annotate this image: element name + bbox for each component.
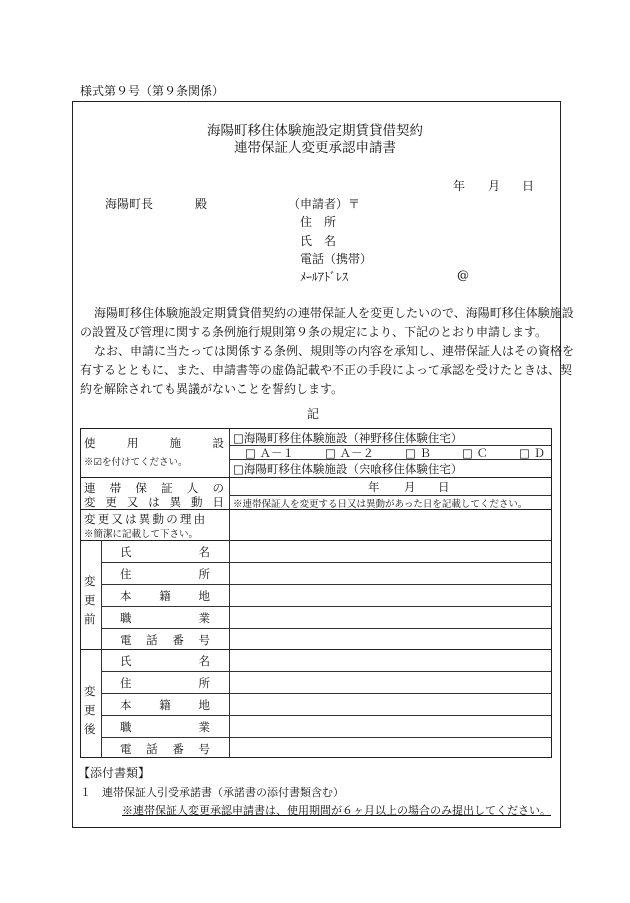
paragraph2-line2: 有するとともに、また、申請書等の虚偽記載や不正の手段によって承認を受けたときは、契 (80, 363, 573, 377)
paragraph1-line1: 海陽町移住体験施設定期賃貸借契約の連帯保証人を変更したいので、海陽町移住体験施設 (94, 306, 574, 320)
applicant-phone-label: 電話（携帯） (300, 252, 373, 266)
paragraph2-line1: なお、申請に当たっては関係する条例、規則等の内容を承知し、連帯保証人はその資格を (94, 344, 575, 358)
grid-line (101, 737, 551, 738)
room-checkbox-a1[interactable]: □ Ａ－１ (245, 446, 295, 460)
facility-note: ※☑を付けてください。 (84, 457, 188, 468)
date-year: 年 (453, 179, 466, 193)
grid-line (101, 671, 551, 672)
after-label: 変 更 後 (84, 684, 96, 736)
attachments-header: 【添付書類】 (78, 766, 151, 780)
change-date-month: 月 (404, 480, 416, 494)
room-checkbox-d[interactable]: □ Ｄ (518, 446, 545, 460)
applicant-label: （申請者）〒 (288, 197, 361, 211)
change-date-note: ※連帯保証人を変更する日又は異動があった日を記載してください。 (233, 499, 528, 510)
attachment-item-1: １ 連帯保証人引受承諾書（承諾書の添付書類含む） (80, 786, 344, 799)
grid-line (101, 628, 551, 629)
change-date-day: 日 (438, 480, 450, 494)
email-at-symbol: @ (457, 268, 469, 282)
grid-line (101, 540, 102, 757)
before-field-domicile: 本 籍 地 (120, 589, 210, 603)
reason-label: 変更又は異動の理由 (84, 512, 208, 526)
before-field-occupation: 職 業 (120, 611, 210, 625)
before-field-address: 住 所 (120, 567, 210, 581)
ki-heading: 記 (307, 407, 320, 421)
room-checkbox-b[interactable]: □ Ｂ (404, 446, 431, 460)
paragraph1-line2: の設置及び管理に関する条例施行規則第９条の規定により、下記のとおり申請します。 (80, 325, 548, 339)
before-field-phone: 電 話 番 号 (120, 633, 210, 647)
reason-note: ※簡潔に記載して下さい。 (84, 529, 199, 540)
facility-room-options (245, 445, 545, 461)
grid-line (101, 584, 551, 585)
change-date-label-line2: 変 更 又 は 異 動 日 (84, 495, 224, 509)
form-number: 様式第９号（第９条関係） (80, 84, 225, 98)
applicant-name-label: 氏 名 (300, 234, 337, 248)
paragraph2-line3: 約を解除されても異議がないことを誓約します。 (80, 382, 344, 396)
addressee-honorific: 殿 (195, 197, 208, 211)
after-field-phone: 電 話 番 号 (120, 742, 210, 756)
grid-line (81, 649, 551, 650)
addressee-name: 海陽町長 (105, 197, 154, 211)
facility-option-kanno[interactable]: □海陽町移住体験施設（神野移住体験住宅） (233, 431, 463, 445)
grid-line (101, 715, 551, 716)
change-date-year: 年 (368, 480, 380, 494)
facility-option-shishikui[interactable]: □海陽町移住体験施設（宍喰移住体験住宅） (233, 462, 463, 476)
footnote: ※連帯保証人変更承認申請書は、使用期間が６ヶ月以上の場合のみ提出してください。 (122, 804, 551, 817)
date-month: 月 (488, 179, 501, 193)
applicant-address-label: 住 所 (300, 215, 337, 229)
grid-line (101, 693, 551, 694)
applicant-email-label: ﾒｰﾙｱﾄﾞﾚｽ (300, 270, 349, 284)
date-day: 日 (522, 179, 535, 193)
room-checkbox-a2[interactable]: □ Ａ－２ (324, 446, 375, 460)
facility-label: 使 用 施 設 (84, 436, 224, 450)
after-field-domicile: 本 籍 地 (120, 698, 210, 712)
before-label: 変 更 前 (84, 574, 96, 626)
grid-line (101, 606, 551, 607)
after-field-address: 住 所 (120, 676, 210, 690)
after-field-name: 氏 名 (120, 654, 210, 668)
grid-line (229, 429, 230, 757)
grid-line (101, 562, 551, 563)
change-date-label-line1: 連 帯 保 証 人 の (84, 481, 224, 495)
before-field-name: 氏 名 (120, 545, 210, 559)
title-line-2: 連帯保証人変更承認申請書 (234, 140, 396, 156)
title-line-1: 海陽町移住体験施設定期賃貸借契約 (207, 123, 423, 139)
after-field-occupation: 職 業 (120, 720, 210, 734)
grid-line (81, 540, 551, 541)
grid-line (81, 477, 551, 478)
room-checkbox-c[interactable]: □ Ｃ (461, 446, 488, 460)
